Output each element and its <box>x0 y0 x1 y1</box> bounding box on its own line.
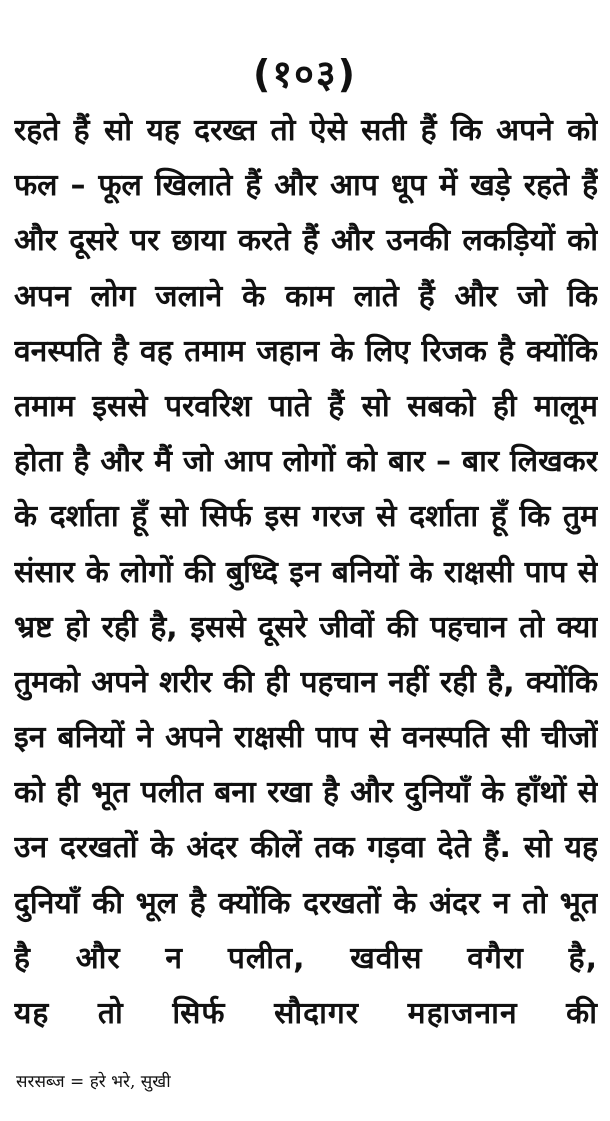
text-line: तुमको अपने शरीर की ही पहचान नहीं रही है, क्योंकि <box>14 664 598 700</box>
text-line: तमाम इससे परवरिश पाते हैं सो सबको ही मालूम <box>14 388 598 424</box>
text-line: रहते हैं सो यह दरख्त तो ऐसे सती हैं कि अपने को <box>14 113 598 148</box>
text-line: संसार के लोगों की बुध्दि इन बनियों के राक्षसी पाप से <box>14 554 598 590</box>
text-line: भ्रष्ट हो रही है, इससे दूसरे जीवों की पहचान तो क्या <box>14 609 598 645</box>
text-line: है और न पलीत, खवीस वगैरा है, <box>14 940 598 976</box>
text-line: को ही भूत पलीत बना रखा है और दुनियाँ के हाँथों से <box>14 775 598 811</box>
footnote: सरसब्ज = हरे भरे, सुखी <box>16 1072 171 1092</box>
page-number: (१०३) <box>252 52 357 96</box>
text-line: फल – फूल खिलाते हैं और आप धूप में खड़े रहते हैं <box>14 168 598 204</box>
text-line: अपन लोग जलाने के काम लाते हैं और जो कि <box>14 278 598 314</box>
text-line: दुनियाँ की भूल है क्योंकि दरखतों के अंदर न तो भूत <box>14 885 598 921</box>
text-line: यह तो सिर्फ सौदागर महाजनान की <box>14 996 598 1031</box>
text-line: के दर्शाता हूँ सो सिर्फ इस गरज से दर्शाता हूँ कि तुम <box>14 499 598 535</box>
body-text <box>14 103 598 1041</box>
text-line: इन बनियों ने अपने राक्षसी पाप से वनस्पति सी चीजों <box>14 720 598 756</box>
text-line: वनस्पति है वह तमाम जहान के लिए रिजक है क्योंकि <box>14 333 598 369</box>
text-line: होता है और मैं जो आप लोगों को बार – बार लिखकर <box>14 444 598 480</box>
text-line: उन दरखतों के अंदर कीलें तक गड़वा देते हैं. सो यह <box>14 830 598 866</box>
text-line: और दूसरे पर छाया करते हैं और उनकी लकड़ियों को <box>14 223 598 259</box>
